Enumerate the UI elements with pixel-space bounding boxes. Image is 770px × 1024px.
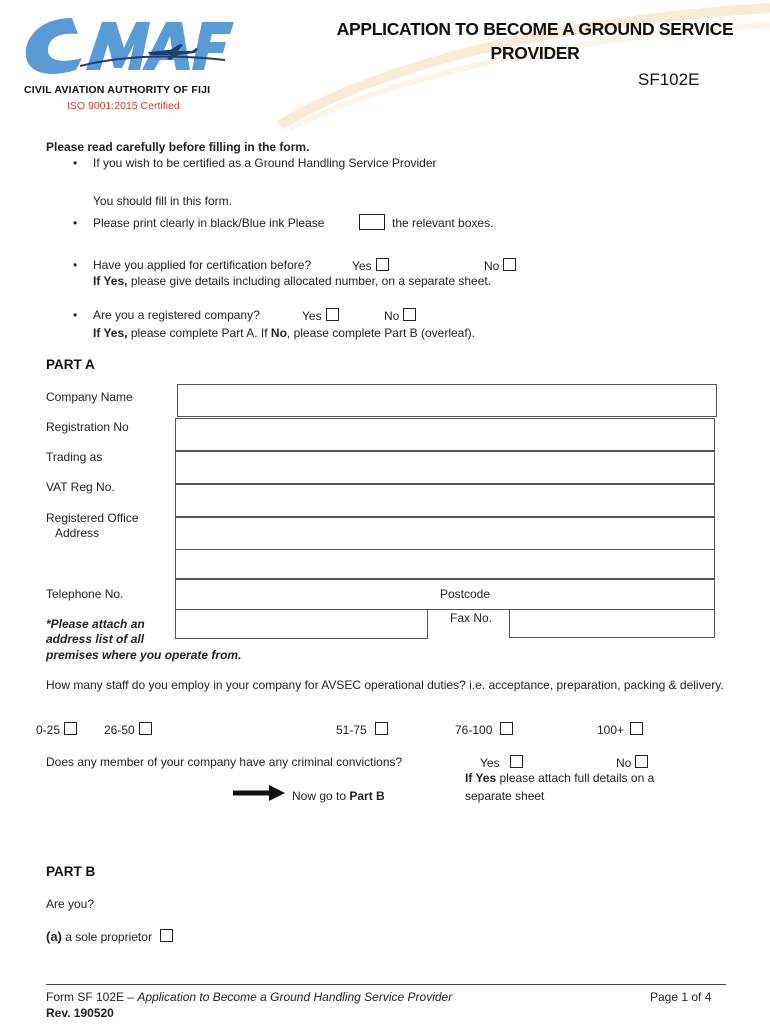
criminal-no-checkbox[interactable] [635,755,648,768]
staff-option-76-100[interactable]: 76-100 [455,722,513,737]
telephone-label: Telephone No. [46,587,124,601]
no-label: No [484,259,500,273]
company-name-label: Company Name [46,390,133,404]
company-name-field[interactable] [177,384,717,417]
staff-26-50-checkbox[interactable] [139,722,152,735]
registered-yes-checkbox[interactable] [326,308,339,321]
org-name: CIVIL AVIATION AUTHORITY OF FIJI [24,84,211,96]
criminal-question: Does any member of your company have any criminal convictions? [46,755,403,769]
instruction-1-cont: You should fill in this form. [93,194,232,208]
form-title: APPLICATION TO BECOME A GROUND SERVICE PROVIDER [336,19,734,63]
footer-page-number: Page 1 of 4 [650,990,712,1004]
caaf-logo-icon [20,8,235,84]
part-a-heading: PART A [46,357,95,372]
registered-office-label-2: Address [55,526,100,540]
bullet-icon: • [73,308,78,322]
instruction-2-pre: Please print clearly in black/Blue ink Please [93,216,325,230]
sole-proprietor-checkbox[interactable] [160,929,173,942]
iso-certification: ISO 9001:2015 Certified [67,100,180,112]
applied-note: If Yes, please give details including allocated number, on a separate sheet. [93,274,492,288]
staff-100-plus-checkbox[interactable] [630,722,643,735]
criminal-yes-option[interactable]: Yes [480,755,523,770]
criminal-yes-checkbox[interactable] [510,755,523,768]
instruction-1: If you wish to be certified as a Ground Handling Service Provider [93,156,437,170]
attach-note-3: premises where you operate from. [46,648,242,662]
registration-no-label: Registration No [46,420,129,434]
registration-no-field[interactable] [175,418,715,451]
footer-revision: Rev. 190520 [46,1006,114,1020]
criminal-note-2: separate sheet [465,789,545,803]
question-applied-before: Have you applied for certification before? [93,258,312,272]
staff-option-0-25[interactable]: 0-25 [36,722,77,737]
registered-office-label: Registered Office [46,511,139,525]
registered-yes-option[interactable] [302,308,339,323]
tick-example-box [359,214,385,230]
yes-label: Yes [352,259,372,273]
postcode-label: Postcode [440,587,491,601]
trading-as-field[interactable] [175,451,715,484]
instructions-heading: Please read carefully before filling in the form. [46,140,310,154]
fax-field[interactable] [509,609,715,638]
office-address-field-1[interactable] [175,517,715,550]
go-to-part-b: Now go to Part B [292,789,385,803]
attach-note-1: *Please attach an [46,617,145,631]
staff-option-26-50[interactable]: 26-50 [104,722,152,737]
staff-question: How many staff do you employ in your company for AVSEC operational duties? i.e. acceptance, preparation, packing & delivery. [46,678,724,692]
part-b-heading: PART B [46,864,96,879]
applied-yes-option[interactable] [352,258,389,273]
applied-yes-checkbox[interactable] [376,258,389,271]
staff-option-51-75[interactable]: 51-75 [336,722,388,737]
applied-no-option[interactable] [484,258,516,273]
form-code: SF102E [638,70,700,89]
office-address-field-2[interactable] [175,549,715,579]
criminal-no-option[interactable]: No [616,755,648,770]
staff-option-100-plus[interactable]: 100+ [597,722,643,737]
yes-label: Yes [302,309,322,323]
footer-form-name: Form SF 102E – Application to Become a Ground Handling Service Provider [46,990,453,1004]
staff-51-75-checkbox[interactable] [375,722,388,735]
attach-note-2: address list of all [46,632,145,646]
staff-76-100-checkbox[interactable] [500,722,513,735]
vat-reg-label: VAT Reg No. [46,480,115,494]
registered-note: If Yes, please complete Part A. If No, please complete Part B (overleaf). [93,326,475,340]
bullet-icon: • [73,258,78,272]
postcode-field[interactable] [175,609,428,639]
applied-no-checkbox[interactable] [503,258,516,271]
registered-no-option[interactable] [384,308,416,323]
fax-label: Fax No. [450,611,493,625]
sole-proprietor-option[interactable]: (a) a sole proprietor [46,929,173,944]
bullet-icon: • [73,216,78,230]
are-you-label: Are you? [46,897,95,911]
criminal-note-1: If Yes please attach full details on a [465,771,655,785]
trading-as-label: Trading as [46,450,103,464]
arrow-right-icon [233,785,285,801]
no-label: No [384,309,400,323]
instruction-2-post: the relevant boxes. [392,216,494,230]
vat-reg-field[interactable] [175,484,715,517]
staff-0-25-checkbox[interactable] [64,722,77,735]
footer-divider [46,984,726,985]
registered-no-checkbox[interactable] [403,308,416,321]
bullet-icon: • [73,156,78,170]
question-registered-company: Are you a registered company? [93,308,260,322]
